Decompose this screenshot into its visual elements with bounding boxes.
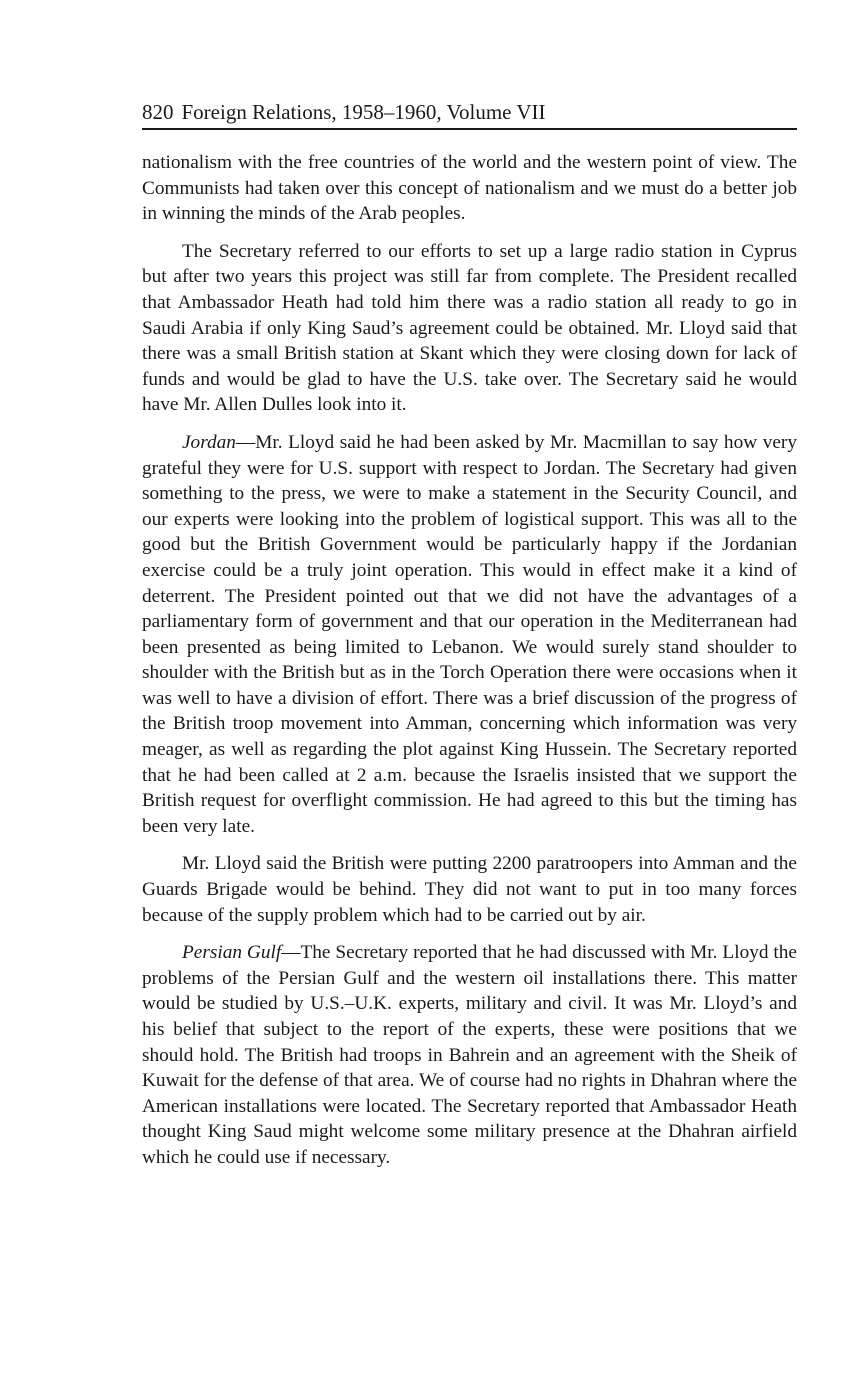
paragraph-text: —The Secretary reported that he had discussed with Mr. Lloyd the problems of the Persian Gulf and the western oil installations there. This matter would be studied by U.S.–U.K. experts, military and civil. It was Mr. Lloyd’s and his belief that subject to the report of the experts, these were positions that we should hold. The British had troops in Bahrein and an agreement with the Sheik of Kuwait for the defense of that area. We of course had no rights in Dhahran where the American installations were located. The Secretary reported that Ambassador Heath thought King Saud might welcome some military presence at the Dhahran airfield which he could use if necessary. (142, 942, 798, 1168)
paragraph-text: nationalism with the free countries of the world and the western point of view. The Communists had taken over this concept of nationalism and we must do a better job in winning the minds of the Arab peoples. (142, 152, 797, 225)
page-number: 820 (142, 100, 174, 124)
document-page (142, 98, 797, 1183)
document-body (142, 150, 797, 1171)
paragraph-paratroopers (142, 851, 797, 928)
paragraph-continued (142, 150, 797, 227)
publication-title: Foreign Relations, 1958–1960, Volume VII (181, 100, 546, 124)
paragraph-text: The Secretary referred to our efforts to set up a large radio station in Cyprus but after two years this project was still far from complete. The President recalled that Ambassador Heath had told him there was a radio station all ready to go in Saudi Arabia if only King Saud’s agreement could be obtained. Mr. Lloyd said that there was a small British station at Skant which they were closing down for lack of funds and would be glad to have the U.S. take over. The Secretary said he would have Mr. Allen Dulles look into it. (142, 240, 797, 416)
paragraph-radio-station (142, 239, 797, 418)
paragraph-jordan (142, 430, 797, 840)
topic-heading: Persian Gulf (182, 942, 282, 964)
paragraph-persian-gulf (142, 940, 797, 1170)
topic-heading: Jordan (182, 431, 236, 453)
paragraph-text: —Mr. Lloyd said he had been asked by Mr. Macmillan to say how very grateful they were for U.S. support with respect to Jordan. The Secretary had given something to the press, we were to make a statement in the Security Council, and our experts were looking into the problem of logistical support. This was all to the good but the British Government would be particularly happy if the Jordanian exercise could be a truly joint operation. This would in effect make it a kind of deterrent. The President pointed out that we did not have the advantages of a parliamentary form of government and that our operation in the Mediterranean had been presented as being limited to Lebanon. We would surely stand shoulder to shoulder with the British but as in the Torch Operation there were occasions when it was well to have a division of effort. There was a brief discussion of the progress of the British troop movement into Amman, concerning which information was very meager, as well as regarding the plot against King Hussein. The Secretary reported that he had been called at 2 a.m. because the Israelis insisted that we support the British request for overflight commission. He had agreed to this but the timing has been very late. (142, 431, 797, 837)
running-header (142, 98, 797, 130)
paragraph-text: Mr. Lloyd said the British were putting 2200 paratroopers into Amman and the Guards Brigade would be behind. They did not want to put in too many forces because of the supply problem which had to be carried out by air. (142, 853, 797, 926)
